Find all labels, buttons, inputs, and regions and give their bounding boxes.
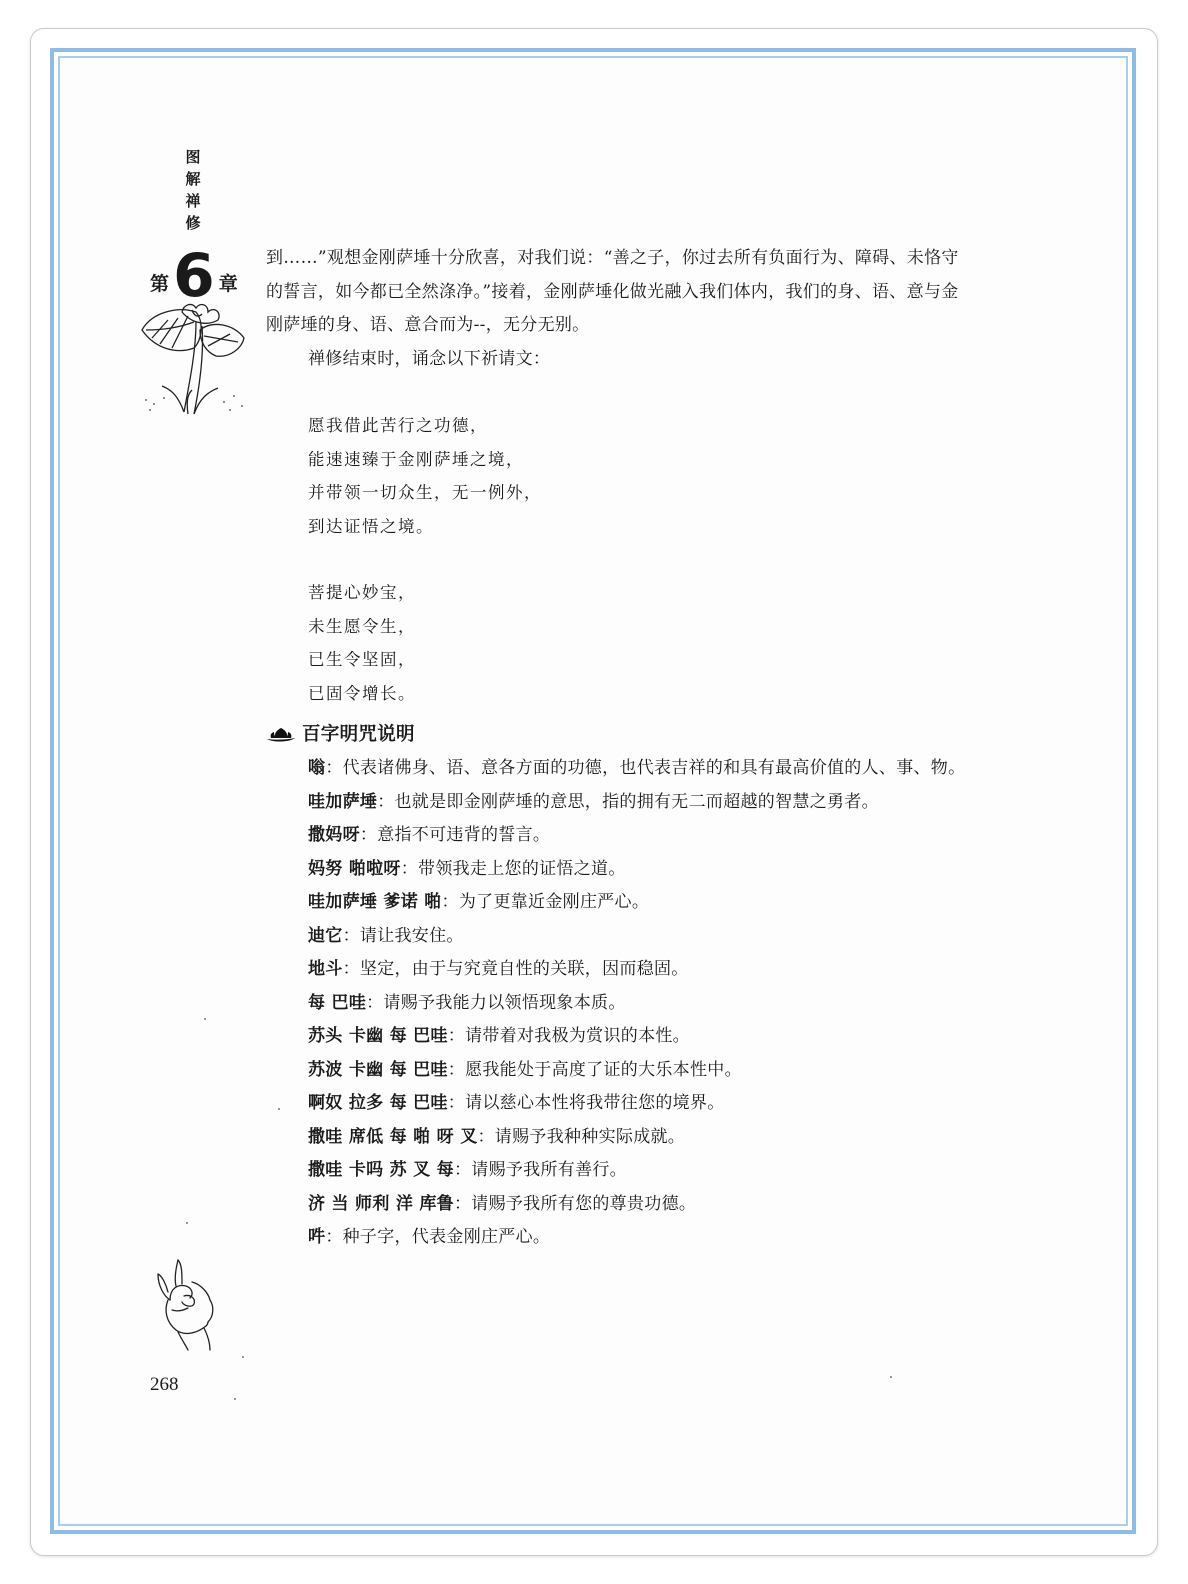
scan-speck: [278, 1108, 280, 1110]
mantra-list: [266, 752, 966, 1255]
lotus-illustration: [138, 300, 250, 420]
mantra-item: [266, 920, 966, 954]
mantra-desc: ：为了更靠近金刚庄严心。: [441, 892, 650, 912]
book-title-char: 修: [185, 214, 201, 232]
mantra-desc: ：请赐予我能力以领悟现象本质。: [366, 992, 626, 1013]
verse-line: 已生令坚固，: [308, 650, 416, 669]
mantra-desc: ：带领我走上您的证悟之道。: [400, 858, 626, 879]
mantra-term: 吽: [308, 1227, 326, 1247]
mantra-term: 地斗: [308, 959, 343, 979]
mantra-term: 济 当 师利 洋 库鲁: [308, 1193, 454, 1214]
mantra-desc: ：坚定，由于与究竟自性的关联，因而稳固。: [342, 959, 689, 979]
mantra-item: [266, 752, 966, 786]
verse-line: 愿我借此苦行之功德，: [308, 416, 488, 435]
scan-speck: [242, 1356, 244, 1358]
mantra-item: [266, 1054, 966, 1088]
scan-speck: [234, 1398, 236, 1400]
mantra-item: [266, 1154, 966, 1188]
verse-line: 并带领一切众生，无一例外，: [308, 483, 542, 502]
mantra-term: 撒哇 席低 每 啪 呀 叉: [308, 1126, 478, 1147]
verse-line: 菩提心妙宝，: [308, 583, 416, 602]
mantra-term: 啊奴 拉多 每 巴哇: [308, 1093, 448, 1113]
mantra-term: 每 巴哇: [308, 992, 367, 1013]
verse-line: 已固令增长。: [308, 683, 416, 703]
mantra-term: 嗡: [308, 758, 326, 778]
chapter-suffix: 章: [218, 273, 238, 295]
mantra-item: [266, 853, 966, 887]
mantra-term: 妈努 啪啦呀: [308, 858, 401, 879]
scan-speck: [186, 1222, 188, 1224]
verse-block: [266, 409, 966, 543]
mantra-desc: ：种子字，代表金刚庄严心。: [325, 1227, 551, 1247]
mantra-term: 哇加萨埵 爹诺 啪: [308, 892, 442, 912]
mantra-item: [266, 953, 966, 987]
mantra-desc: ：代表诸佛身、语、意各方面的功德，也代表吉祥的和具有最高价值的人、事、物。: [325, 758, 966, 778]
verse-line: 到达证悟之境。: [308, 516, 434, 536]
page-number: 268: [150, 1374, 179, 1395]
mantra-term: 苏头 卡幽 每 巴哇: [308, 1026, 448, 1046]
verse-line: 未生愿令生，: [308, 616, 416, 636]
book-title-char: 解: [185, 170, 201, 188]
mantra-term: 撒妈呀: [308, 825, 360, 845]
mantra-desc: ：愿我能处于高度了证的大乐本性中。: [447, 1059, 742, 1080]
mudra-hand-illustration: [148, 1252, 224, 1352]
scan-speck: [204, 1018, 206, 1020]
mantra-desc: ：请带着对我极为赏识的本性。: [447, 1026, 690, 1046]
book-title-vertical: [182, 146, 204, 234]
mantra-desc: ：请赐予我种种实际成就。: [477, 1126, 686, 1147]
main-text: [266, 242, 966, 1255]
mantra-item: [266, 987, 966, 1021]
mantra-term: 迪它: [308, 925, 343, 946]
paragraph: 到……”观想金刚萨埵十分欣喜，对我们说：“善之子，你过去所有负面行为、障碍、未恪守的誓言，如今都已全然涤净。”接着，金刚萨埵化做光融入我们体内，我们的身、语、意与金刚萨埵的身、语、意合而为--，无分无别。: [266, 248, 959, 335]
mantra-item: [266, 1087, 966, 1121]
chapter-number: 6: [173, 241, 215, 311]
mantra-item: [266, 1020, 966, 1054]
mantra-item: [266, 1221, 966, 1255]
mantra-desc: ：请让我安住。: [342, 925, 464, 946]
paragraph: 禅修结束时，诵念以下祈请文：: [308, 348, 551, 369]
mantra-item: [266, 1188, 966, 1222]
lotus-bullet-icon: [266, 727, 296, 743]
chapter-label: [150, 241, 238, 311]
mantra-desc: ：也就是即金刚萨埵的意思，指的拥有无二而超越的智慧之勇者。: [377, 791, 879, 812]
book-title-char: 禅: [185, 192, 201, 210]
mantra-item: [266, 819, 966, 853]
mantra-item: [266, 786, 966, 820]
scan-speck: [890, 1376, 892, 1378]
mantra-item: [266, 1121, 966, 1155]
mantra-desc: ：意指不可违背的誓言。: [359, 825, 551, 845]
mantra-item: [266, 886, 966, 920]
mantra-term: 撒哇 卡吗 苏 叉 每: [308, 1160, 454, 1180]
section-heading: [266, 718, 966, 752]
mantra-term: 苏波 卡幽 每 巴哇: [308, 1059, 448, 1080]
chapter-prefix: 第: [150, 273, 170, 295]
mantra-desc: ：请以慈心本性将我带往您的境界。: [447, 1093, 725, 1113]
verse-block: [266, 576, 966, 710]
mantra-desc: ：请赐予我所有善行。: [453, 1160, 627, 1180]
mantra-desc: ：请赐予我所有您的尊贵功德。: [453, 1193, 697, 1214]
verse-line: 能速速臻于金刚萨埵之境，: [308, 449, 524, 469]
mantra-term: 哇加萨埵: [308, 791, 378, 812]
book-title-char: 图: [185, 148, 201, 166]
section-heading-text: 百字明咒说明: [302, 724, 415, 745]
